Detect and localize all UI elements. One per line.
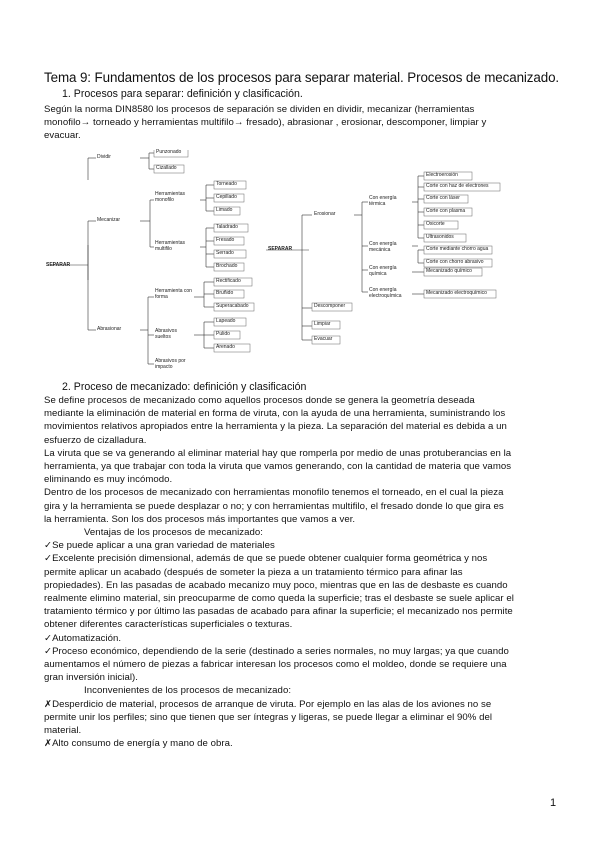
text-line: evacuar. [44, 130, 81, 142]
text-line: Dentro de los procesos de mecanizado con herramientas monofilo tenemos el torneado, en el cual la pieza [44, 487, 504, 499]
diagram-node-quimica: Con energía química [369, 265, 397, 277]
diagram-leaf: Cizallado [156, 165, 177, 171]
text-line: aumentamos el número de piezas a fabricar interesan los procesos como el moldeo, donde se requiere una [44, 659, 507, 671]
diagram-leaf: Corte mediante chorro agua [426, 246, 489, 252]
text-line: ✓Excelente precisión dimensional, además de que se puede obtener cualquier forma geométrica y nos [44, 553, 488, 565]
text-line: movimientos relativos apropiados entre la herramienta y la pieza. La separación del material es debida a un [44, 421, 507, 433]
diagram-node-limpiar: Limpiar [314, 321, 331, 327]
diagram-leaf: Punzonado [156, 149, 182, 155]
classification-diagram [44, 150, 560, 372]
section2-paragraph [44, 394, 560, 750]
text-line: herramienta, ya que trabajar con toda la viruta que vamos generando, con la cantidad de materia que vamos [44, 461, 512, 473]
diagram-node-erosionar: Erosionar [314, 211, 336, 217]
diagram-node-root-right: SEPARAR [268, 246, 293, 252]
section1-heading: 1. Procesos para separar: definición y clasificación. [62, 88, 303, 100]
diagram-node-impacto: Abrasivos por impacto [155, 358, 186, 370]
text-line: tratamiento térmico y por último las pasadas de acabado para afinar la superficie; el mecanizado nos permite [44, 606, 513, 618]
diagram-node-sueltos: Abrasivos sueltos [155, 328, 177, 340]
page-title: Tema 9: Fundamentos de los procesos para separar material. Procesos de mecanizado. [44, 70, 560, 85]
text-line: gira y la herramienta se puede desplazar o no; y con herramientas multifilo, el fresado donde lo que gira es [44, 500, 504, 512]
diagram-leaf: Pulido [216, 331, 230, 337]
page-number: 1 [550, 797, 557, 809]
diagram-node-root: SEPARAR [46, 262, 71, 268]
text-line: esfuerzo de cizalladura. [44, 434, 147, 446]
diagram-node-mecanica: Con energía mecánica [369, 241, 397, 253]
text-line: ✓Proceso económico, dependiendo de la serie (destinado a series normales, no muy largas; ya que cuando [44, 645, 509, 657]
diagram-leaf: Cepillado [216, 194, 237, 200]
text-line: Según la norma DIN8580 los procesos de separación se dividen en dividir, mecanizar (herramientas [44, 104, 475, 115]
text-line: monofilo→ torneado y herramientas multifilo→ fresado), abrasionar , erosionar, descomponer, limpiar y [44, 117, 487, 129]
diagram-leaf: Corte con láser [426, 195, 460, 201]
diagram-leaf: Superacabado [216, 303, 249, 309]
diagram-leaf: Mecanizado electroquímico [426, 290, 487, 296]
diagram-node-monofilo: Herramientas monofilo [155, 191, 186, 203]
text-line: La viruta que se va generando al eliminar material hay que romperla por medio de unas protuberancias en la [44, 447, 512, 459]
diagram-leaf: Bruñido [216, 290, 234, 296]
diagram-node-mecanizar: Mecanizar [97, 217, 121, 223]
text-line: realmente elimino material, sin preocuparme de como queda la superficie; tras el desbaste se suele aplicar el [44, 593, 514, 605]
diagram-leaf: Brochado [216, 263, 238, 269]
section2-heading: 2. Proceso de mecanizado: definición y clasificación [62, 381, 307, 393]
diagram-node-termica: Con energía térmica [369, 195, 397, 207]
text-line: la herramienta. Son los dos procesos más importantes que vamos a ver. [44, 513, 356, 525]
text-line: permite unir los perfiles; sino que tienen que ser íntegras y ligeras, se puede llegar a eliminar el 90% del [44, 711, 493, 723]
diagram-leaf: Taladrado [216, 224, 238, 230]
inconvenientes-heading: Inconvenientes de los procesos de mecanizado: [84, 685, 292, 697]
diagram-leaf: Limado [216, 207, 233, 213]
text-line: ✓Automatización. [44, 632, 122, 644]
diagram-leaf: Ultrasonidos [426, 234, 454, 240]
text-line: eliminando es muy incómodo. [44, 474, 173, 486]
text-line: propiedades). En las pasadas de acabado mecanizo muy poco, mientras que en las de desbaste es cuando [44, 579, 508, 591]
text-line: material. [44, 725, 82, 737]
text-line: permite aplicar un acabado (después de someter la pieza a un tratamiento térmico para afinar las [44, 566, 463, 578]
diagram-leaf: Corte con chorro abrasivo [426, 259, 484, 265]
text-line: mediante la eliminación de material en forma de viruta, con la ayuda de una herramienta, suministrando los [44, 408, 506, 420]
diagram-node-evacuar: Evacuar [314, 336, 333, 342]
diagram-node-multifilo: Herramientas multifilo [155, 240, 186, 252]
diagram-node-abrasionar: Abrasionar [97, 326, 122, 332]
section1-paragraph [44, 103, 560, 143]
diagram-node-electroquimica: Con energía electroquímica [369, 287, 402, 299]
text-line: gran inversión inicial). [44, 672, 138, 684]
diagram-leaf: Fresado [216, 237, 235, 243]
diagram-leaf: Torneado [216, 181, 237, 187]
diagram-leaf: Corte con haz de electrones [426, 183, 489, 189]
diagram-leaf: Oxicorte [426, 221, 445, 227]
diagram-leaf: Electroerosión [426, 172, 458, 178]
diagram-leaf: Arenado [216, 344, 235, 350]
text-line: ✓Se puede aplicar a una gran variedad de materiales [44, 540, 275, 552]
diagram-leaf: Corte con plasma [426, 208, 466, 214]
diagram-leaf: Mecanizado químico [426, 268, 472, 274]
text-line: ✗Alto consumo de energía y mano de obra. [44, 738, 233, 750]
text-line: obtener diferentes características superficiales o texturas. [44, 619, 293, 631]
diagram-leaf: Rectificado [216, 278, 241, 284]
diagram-node-dividir: Dividir [97, 154, 111, 160]
diagram-leaf: Lapeado [216, 318, 236, 324]
diagram-node-descomponer: Descomponer [314, 303, 346, 309]
text-line: Se define procesos de mecanizado como aquellos procesos donde se genera la geometría deseada [44, 395, 475, 406]
diagram-leaf: Serrado [216, 250, 234, 256]
diagram-node-forma: Herramienta con forma [155, 288, 192, 300]
ventajas-heading: Ventajas de los procesos de mecanizado: [84, 527, 264, 539]
text-line: ✗Desperdicio de material, procesos de arranque de viruta. Por ejemplo en las alas de los aviones no se [44, 698, 492, 710]
